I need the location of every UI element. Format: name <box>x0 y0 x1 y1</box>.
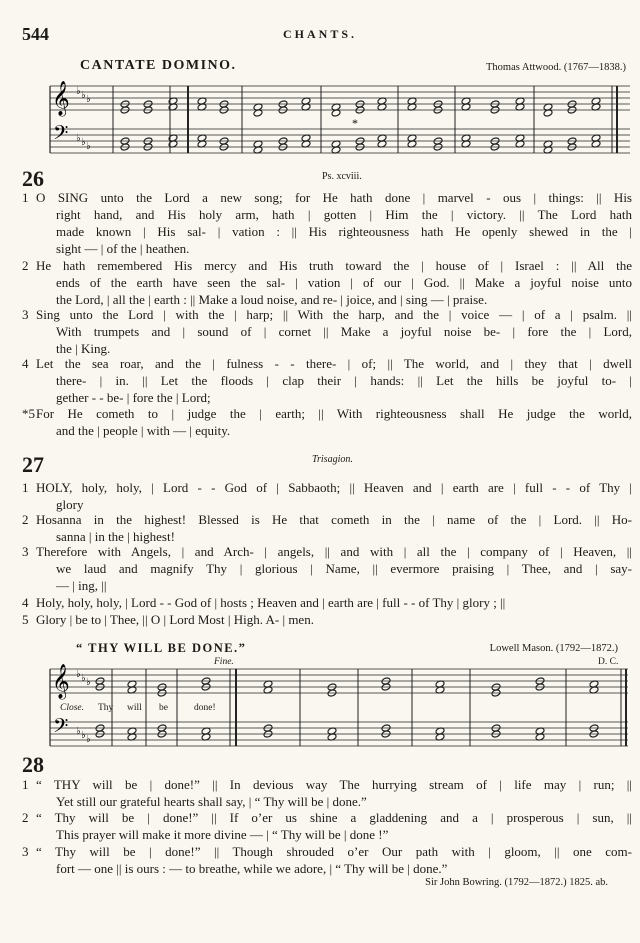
verse-number: 2 <box>22 258 29 273</box>
verse-line: ends of the earth have seen the sal- | vation | of our | God. || Make a joyful noise unto <box>56 275 632 290</box>
verse-line: Therefore with Angels, | and Arch- | angels, || and with | all the | company of | Heaven, || <box>36 544 632 559</box>
verse-line: “ THY will be | done!” || In devious way The hurrying stream of | life may | run; || <box>36 777 632 792</box>
verse-line: fort — one || is ours : — to breathe, while we adore, | “ Thy will be | done.” <box>56 861 448 876</box>
verse-line: glory <box>56 497 84 512</box>
verse-4 <box>22 355 632 406</box>
verse-2 <box>22 511 632 545</box>
verse-2 <box>22 809 632 843</box>
verse-3 <box>22 843 632 877</box>
underlay-will: will <box>127 703 142 713</box>
star-marker: * <box>352 116 358 130</box>
verse-number: 1 <box>22 480 29 495</box>
flat-icon: ♭ <box>76 86 81 97</box>
verse-line: O SING unto the Lord a new song; for He hath done | marvel - ous | things: || His <box>36 190 632 205</box>
underlay-close: Close. <box>60 703 85 713</box>
underlay-thy: Thy <box>98 703 114 713</box>
verse-5 <box>22 611 632 628</box>
verse-line: Glory | be to | Thee, || O | Lord Most | High. A- | men. <box>36 612 314 627</box>
verse-number: 1 <box>22 190 29 205</box>
flat-icon: ♭ <box>76 669 81 680</box>
verse-number: 3 <box>22 844 29 859</box>
verse-line: For He cometh to | judge the | earth; || With righteousness shall He judge the world, <box>36 406 632 421</box>
verse-line: He hath remembered His mercy and His truth toward the | house of | Israel : || All the <box>36 258 632 273</box>
verse-line: Let the sea roar, and the | fulness - - there- | of; || The world, and | they that | dwell <box>36 356 632 371</box>
flat-icon: ♭ <box>86 677 91 688</box>
underlay-done: done! <box>194 703 216 713</box>
verse-line: Yet still our grateful hearts shall say, | “ Thy will be | done.” <box>56 794 367 809</box>
verse-5 <box>22 405 632 439</box>
flat-icon: ♭ <box>81 673 86 684</box>
underlay-be: be <box>159 703 168 713</box>
chant-number-27: 27 <box>22 452 44 477</box>
verse-line: “ Thy will be | done!” || Though shrouded o’er Our path with | gloom, || one com- <box>36 844 632 859</box>
dc-marking: D. C. <box>598 657 619 667</box>
verse-1 <box>22 189 632 257</box>
flat-icon: ♭ <box>86 94 91 105</box>
music-score-cantate-domino <box>0 74 640 174</box>
fine-marking: Fine. <box>214 657 234 667</box>
verse-3 <box>22 543 632 594</box>
verse-line: HOLY, holy, holy, | Lord - - God of | Sabbaoth; || Heaven and | earth are | full - - of Thy | <box>36 480 632 495</box>
verse-line: we laud and magnify Thy | glorious | Name, || evermore praising | Thee, and | say- <box>56 561 632 576</box>
composer-attwood: Thomas Attwood. (1767—1838.) <box>486 62 626 73</box>
chant-number-28: 28 <box>22 752 44 777</box>
bass-clef-icon: 𝄢 <box>53 121 69 149</box>
verse-line: sanna | in the | highest! <box>56 529 175 544</box>
flat-icon: ♭ <box>81 137 86 148</box>
verse-number: 1 <box>22 777 29 792</box>
verse-line: This prayer will make it more divine — | “ Thy will be | done !” <box>56 827 389 842</box>
verse-number: *5 <box>22 406 35 421</box>
music-score-thy-will-be-done <box>0 655 640 755</box>
tune-title-thy-will-be-done: “ THY WILL BE DONE.” <box>76 641 247 655</box>
flat-icon: ♭ <box>76 726 81 737</box>
chant-number-26: 26 <box>22 166 44 191</box>
verse-line: Holy, holy, holy, | Lord - - God of | hosts ; Heaven and | earth are | full - - of Thy | glory ; || <box>36 595 506 610</box>
tune-title-cantate-domino: CANTATE DOMINO. <box>80 58 237 73</box>
verse-line: gether - - be- | fore the | Lord; <box>56 390 211 405</box>
verse-line: — | ing, || <box>56 578 107 593</box>
verse-4 <box>22 594 632 611</box>
flat-icon: ♭ <box>86 141 91 152</box>
verse-3 <box>22 306 632 357</box>
verse-line: With trumpets and | sound of | cornet || Make a joyful noise be- | fore the | Lord, <box>56 324 632 339</box>
flat-icon: ♭ <box>76 133 81 144</box>
verse-line: right hand, and His holy arm, hath | gotten | Him the | victory. || The Lord hath <box>56 207 632 222</box>
verse-line: the | King. <box>56 341 111 356</box>
verse-number: 4 <box>22 595 29 610</box>
flat-icon: ♭ <box>81 90 86 101</box>
flat-icon: ♭ <box>86 734 91 745</box>
psalm-reference: Ps. xcviii. <box>322 171 362 182</box>
verse-number: 3 <box>22 307 29 322</box>
composer-mason: Lowell Mason. (1792—1872.) <box>489 643 618 654</box>
treble-clef-icon: 𝄞 <box>52 664 70 699</box>
running-head: CHANTS. <box>282 27 357 41</box>
verse-line: Sing unto the Lord | with the | harp; || With the harp, and the | voice — | of a | psalm. || <box>36 307 632 322</box>
verse-line: the Lord, | all the | earth : || Make a loud noise, and re- | joice, and | sing — | praise. <box>56 292 488 307</box>
verse-line: there- | in. || Let the floods | clap their | hands: || Let the hills be joyful to- | <box>56 373 632 388</box>
verse-2 <box>22 257 632 308</box>
verse-number: 4 <box>22 356 29 371</box>
author-credit-bowring: Sir John Bowring. (1792—1872.) 1825. ab. <box>425 877 608 888</box>
page-number: 544 <box>22 24 49 44</box>
bass-clef-icon: 𝄢 <box>53 714 69 742</box>
verse-number: 2 <box>22 810 29 825</box>
verse-line: made known | His sal- | vation : || His righteousness hath He openly shewed in the | <box>56 224 632 239</box>
flat-icon: ♭ <box>81 730 86 741</box>
verse-number: 3 <box>22 544 29 559</box>
verse-line: “ Thy will be | done!” || If o’er us shine a gladdening and a | prosperous | sun, || <box>36 810 632 825</box>
verse-number: 2 <box>22 512 29 527</box>
verse-line: sight — | of the | heathen. <box>56 241 190 256</box>
verse-1 <box>22 776 632 810</box>
verse-line: and the | people | with — | equity. <box>56 423 231 438</box>
trisagion-subtitle: Trisagion. <box>312 454 353 465</box>
verse-1 <box>22 479 632 513</box>
verse-line: Hosanna in the highest! Blessed is He that cometh in the | name of the | Lord. || Ho- <box>36 512 632 527</box>
verse-number: 5 <box>22 612 29 627</box>
treble-clef-icon: 𝄞 <box>52 81 70 116</box>
